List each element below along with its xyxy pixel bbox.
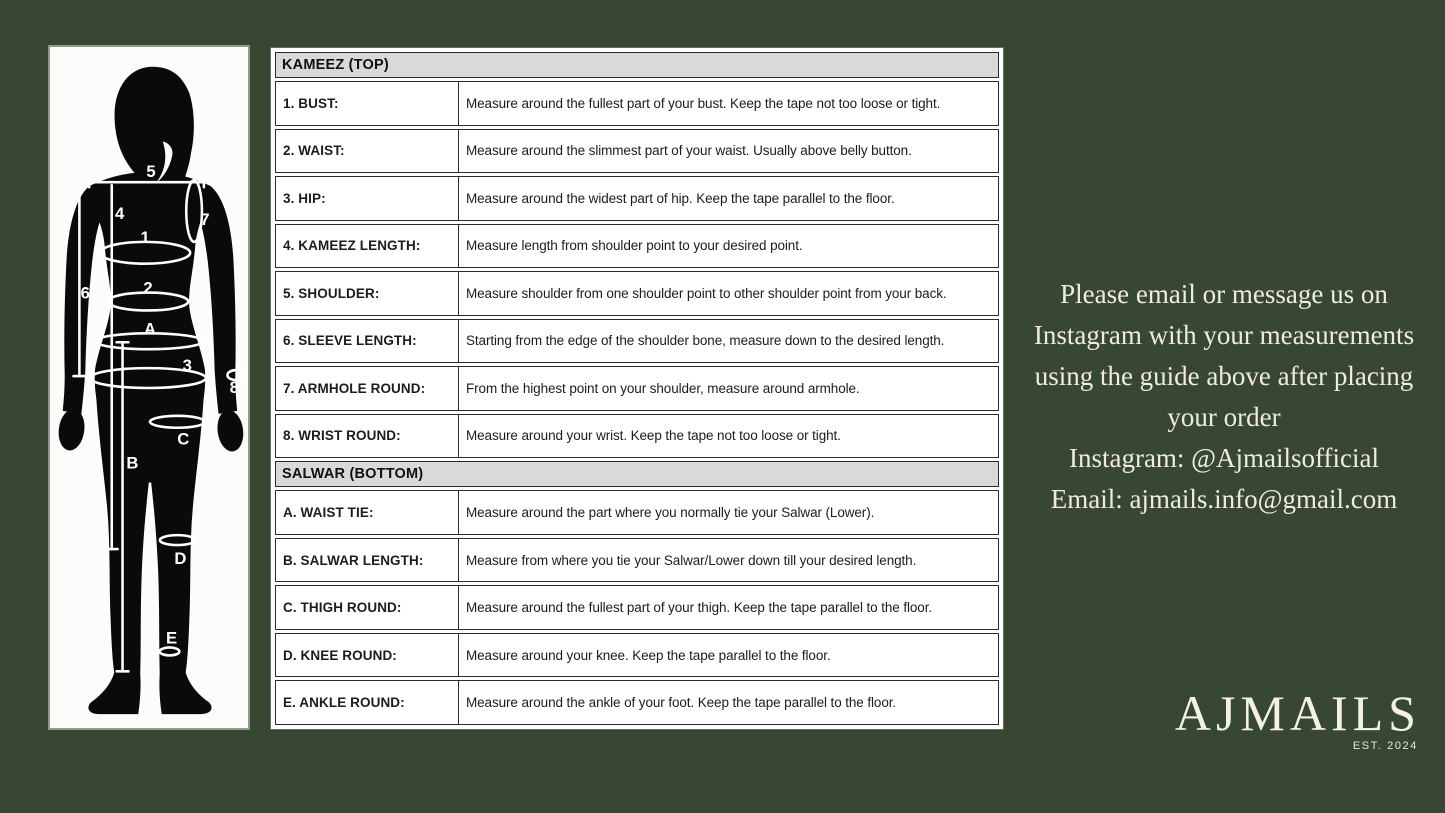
contact-message-line: Please email or message us on bbox=[1060, 279, 1388, 309]
table-row-bust bbox=[275, 81, 999, 126]
row-description: Measure from where you tie your Salwar/Lower down till your desired length. bbox=[466, 552, 917, 568]
row-label: 6. SLEEVE LENGTH: bbox=[276, 320, 459, 363]
row-label: C. THIGH ROUND: bbox=[276, 586, 459, 629]
table-row-wrist-round bbox=[275, 414, 999, 459]
table-section-header-kameez: KAMEEZ (TOP) bbox=[275, 52, 999, 78]
instagram-handle: Instagram: @Ajmailsofficial bbox=[1068, 443, 1380, 473]
row-description: Starting from the edge of the shoulder bone, measure down to the desired length. bbox=[466, 333, 945, 349]
contact-message-line: Instagram with your measurements bbox=[1033, 320, 1415, 350]
row-description: From the highest point on your shoulder, measure around armhole. bbox=[466, 380, 860, 396]
figure-mark-waist-tie: A bbox=[143, 319, 156, 339]
contact-instructions bbox=[1003, 274, 1445, 520]
row-label: 1. BUST: bbox=[276, 82, 459, 125]
contact-message-line: your order bbox=[1167, 402, 1281, 432]
table-row-shoulder bbox=[275, 271, 999, 316]
figure-mark-thigh: C bbox=[177, 429, 190, 449]
figure-mark-salwar-length: B bbox=[126, 453, 139, 473]
row-label: 2. WAIST: bbox=[276, 130, 459, 173]
row-description: Measure around the fullest part of your bust. Keep the tape not too loose or tight. bbox=[466, 95, 941, 111]
measurement-figure-panel bbox=[48, 45, 250, 730]
table-row-thigh-round bbox=[275, 585, 999, 630]
brand-name: AJMAILS bbox=[1174, 685, 1421, 741]
row-label: 3. HIP: bbox=[276, 177, 459, 220]
row-label: A. WAIST TIE: bbox=[276, 491, 459, 534]
table-row-waist-tie bbox=[275, 490, 999, 535]
table-row-hip bbox=[275, 176, 999, 221]
brand-logo bbox=[1174, 685, 1421, 752]
figure-mark-shoulder: 5 bbox=[146, 162, 156, 182]
silhouette-left-hand bbox=[56, 407, 87, 452]
table-row-waist bbox=[275, 129, 999, 174]
figure-mark-armhole: 7 bbox=[200, 209, 210, 229]
figure-mark-ankle: E bbox=[165, 628, 178, 648]
row-label: 8. WRIST ROUND: bbox=[276, 415, 459, 458]
table-row-armhole-round bbox=[275, 366, 999, 411]
measurement-table bbox=[275, 52, 999, 725]
table-row-ankle-round bbox=[275, 680, 999, 725]
figure-mark-bust: 1 bbox=[140, 227, 150, 247]
table-row-salwar-length bbox=[275, 538, 999, 583]
figure-mark-sleeve-length: 6 bbox=[80, 283, 90, 303]
row-description: Measure around the ankle of your foot. Keep the tape parallel to the floor. bbox=[466, 695, 897, 711]
row-description: Measure around your knee. Keep the tape parallel to the floor. bbox=[466, 647, 831, 663]
row-description: Measure shoulder from one shoulder point to other shoulder point from your back. bbox=[466, 285, 947, 301]
row-description: Measure around the widest part of hip. Keep the tape parallel to the floor. bbox=[466, 190, 895, 206]
row-description: Measure around your wrist. Keep the tape not too loose or tight. bbox=[466, 428, 841, 444]
measurement-table-panel bbox=[270, 47, 1004, 730]
figure-mark-kameez-length: 4 bbox=[114, 203, 125, 224]
figure-mark-hip: 3 bbox=[182, 355, 192, 376]
row-description: Measure around the fullest part of your thigh. Keep the tape parallel to the floor. bbox=[466, 600, 933, 616]
figure-mark-waist: 2 bbox=[143, 278, 153, 298]
figure-mark-wrist: 8 bbox=[229, 377, 239, 397]
row-description: Measure around the slimmest part of your waist. Usually above belly button. bbox=[466, 143, 912, 159]
table-row-sleeve-length bbox=[275, 319, 999, 364]
contact-message-line: using the guide above after placing bbox=[1034, 361, 1414, 391]
row-description: Measure around the part where you normally tie your Salwar (Lower). bbox=[466, 505, 875, 521]
silhouette-right-hand bbox=[215, 408, 246, 453]
row-label: 4. KAMEEZ LENGTH: bbox=[276, 225, 459, 268]
row-label: B. SALWAR LENGTH: bbox=[276, 539, 459, 582]
table-row-kameez-length bbox=[275, 224, 999, 269]
figure-mark-knee: D bbox=[174, 548, 187, 568]
row-label: 7. ARMHOLE ROUND: bbox=[276, 367, 459, 410]
silhouette-right-foot bbox=[159, 671, 211, 714]
brand-established: EST. 2024 bbox=[1352, 740, 1418, 752]
row-description: Measure length from shoulder point to your desired point. bbox=[466, 238, 803, 254]
body-silhouette-svg bbox=[50, 47, 248, 728]
row-label: D. KNEE ROUND: bbox=[276, 634, 459, 677]
contact-email: Email: ajmails.info@gmail.com bbox=[1050, 484, 1398, 514]
row-label: 5. SHOULDER: bbox=[276, 272, 459, 315]
table-section-header-salwar: SALWAR (BOTTOM) bbox=[275, 461, 999, 487]
row-label: E. ANKLE ROUND: bbox=[276, 681, 459, 724]
table-row-knee-round bbox=[275, 633, 999, 678]
silhouette-left-foot bbox=[88, 671, 140, 714]
